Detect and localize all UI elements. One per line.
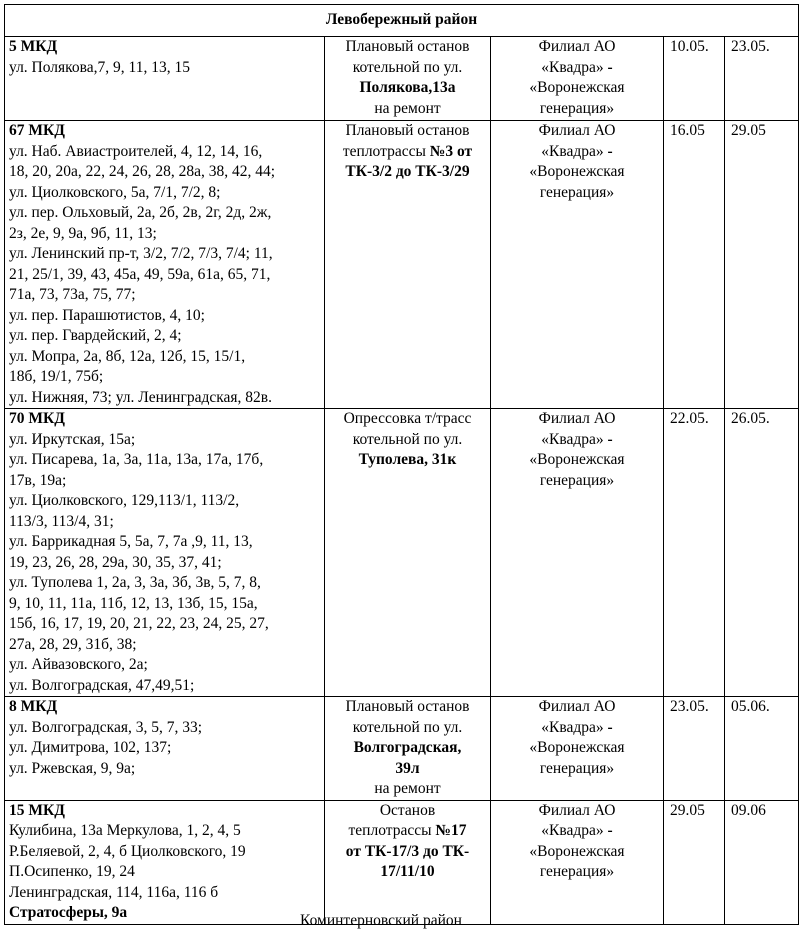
address-line: 113/3, 113/4, 31; xyxy=(9,512,114,530)
building-count: 67 МКД xyxy=(9,122,65,139)
address-line: ул. Циолковского, 129,113/1, 113/2, xyxy=(9,492,240,509)
work-line-part: теплотрассы xyxy=(342,142,430,160)
address-line: ул. пер. Гвардейский, 2, 4; xyxy=(9,327,182,344)
organization-line: «Квадра» - xyxy=(541,430,613,448)
addresses-cell xyxy=(5,37,325,121)
address-line: 15б, 16, 17, 19, 20, 21, 22, 23, 24, 25, 27, xyxy=(9,615,269,632)
outage-table-sheet xyxy=(4,4,799,925)
work-description-cell xyxy=(325,409,491,697)
start-date: 23.05. xyxy=(664,697,725,801)
address-line: ул. Волгоградская, 3, 5, 7, 33; xyxy=(9,718,203,736)
address-line: ул. Туполева 1, 2а, 3, 3а, 3б, 3в, 5, 7, 8, xyxy=(9,574,261,591)
work-line-part: теплотрассы xyxy=(348,822,436,839)
address-line: ул. пер. Парашютистов, 4, 10; xyxy=(9,306,205,324)
addresses-cell xyxy=(5,121,325,409)
outage-row xyxy=(5,409,799,697)
address-line: ул. Писарева, 1а, 3а, 11а, 13а, 17а, 17б, xyxy=(9,451,264,468)
address-line: ул. Циолковского, 5а, 7/1, 7/2, 8; xyxy=(9,183,221,201)
outage-row xyxy=(5,37,799,121)
address-line: ул. Полякова,7, 9, 11, 13, 15 xyxy=(9,58,190,76)
organization-cell xyxy=(491,37,664,121)
work-line: Плановый останов xyxy=(345,698,470,715)
work-line: Полякова,13а xyxy=(359,79,456,96)
address-line: 19, 23, 26, 28, 29а, 30, 35, 37, 41; xyxy=(9,553,222,571)
work-line: котельной по ул. xyxy=(352,430,463,448)
work-description-cell xyxy=(325,121,491,409)
address-line: 17в, 19а; xyxy=(9,471,67,489)
address-line: ул. Нижняя, 73; ул. Ленинградская, 82в. xyxy=(9,388,272,406)
address-line: Ленинградская, 114, 116а, 116 б xyxy=(9,883,219,901)
address-line: ул. Ленинский пр-т, 3/2, 7/2, 7/3, 7/4; 11, xyxy=(9,245,273,262)
outage-table-body xyxy=(5,5,799,925)
building-count: 8 МКД xyxy=(9,698,58,715)
work-line: Туполева, 31к xyxy=(358,451,457,468)
next-section-heading-clipped xyxy=(0,910,805,929)
address-line: ул. Баррикадная 5, 5а, 7, 7а ,9, 11, 13, xyxy=(9,533,253,550)
next-district-title: Коминтерновский район xyxy=(300,912,462,929)
end-date: 26.05. xyxy=(725,409,799,697)
outage-table xyxy=(4,4,799,925)
addresses-cell xyxy=(5,697,325,801)
work-line xyxy=(329,142,486,163)
organization-cell xyxy=(491,121,664,409)
work-description-cell xyxy=(325,697,491,801)
outage-row xyxy=(5,800,799,924)
start-date: 22.05. xyxy=(664,409,725,697)
work-line: котельной по ул. xyxy=(352,718,463,736)
address-line: ул. Димитрова, 102, 137; xyxy=(9,739,172,756)
organization-line: «Воронежская xyxy=(529,79,625,96)
address-line: 2з, 2е, 9, 9а, 9б, 11, 13; xyxy=(9,224,157,242)
organization-line: генерация» xyxy=(539,183,615,201)
organization-line: «Квадра» - xyxy=(541,142,613,160)
organization-line: генерация» xyxy=(539,863,615,880)
district-header-row xyxy=(5,5,799,37)
outage-row xyxy=(5,121,799,409)
organization-line: Филиал АО xyxy=(538,38,616,55)
building-count: 15 МКД xyxy=(9,801,65,819)
address-line: 9, 10, 11, 11а, 11б, 12, 13, 13б, 15, 15а, xyxy=(9,594,258,612)
organization-line: генерация» xyxy=(539,471,615,489)
work-description-cell xyxy=(325,37,491,121)
work-description-cell xyxy=(325,800,491,924)
addresses-cell xyxy=(5,409,325,697)
address-line: ул. Волгоградская, 47,49,51; xyxy=(9,676,195,694)
address-line: 21, 25/1, 39, 43, 45а, 49, 59а, 61а, 65, 71, xyxy=(9,265,271,283)
work-line: от ТК-17/3 до ТК- xyxy=(345,842,470,860)
addresses-cell xyxy=(5,800,325,924)
organization-line: «Квадра» - xyxy=(541,58,613,76)
end-date: 29.05 xyxy=(725,121,799,409)
end-date: 09.06 xyxy=(725,800,799,924)
organization-line: генерация» xyxy=(539,99,615,117)
address-line: 71а, 73, 73а, 75, 77; xyxy=(9,286,136,303)
organization-line: «Воронежская xyxy=(529,842,625,860)
address-line: ул. Айвазовского, 2а; xyxy=(9,656,148,673)
address-line-bold: Стратосферы, 9а xyxy=(9,904,128,921)
organization-cell xyxy=(491,697,664,801)
district-title: Левобережный район xyxy=(5,5,799,37)
organization-line: Филиал АО xyxy=(538,122,616,139)
work-line: Волгоградская, xyxy=(353,739,462,756)
address-line: 18б, 19/1, 75б; xyxy=(9,368,104,385)
address-line: ул. Мопра, 2а, 8б, 12а, 12б, 15, 15/1, xyxy=(9,347,246,365)
work-line: Плановый останов xyxy=(345,38,470,55)
work-line-part: №17 xyxy=(435,822,467,839)
address-line: ул. Ржевская, 9, 9а; xyxy=(9,759,136,777)
organization-line: Филиал АО xyxy=(538,410,616,427)
organization-line: «Квадра» - xyxy=(541,718,613,736)
building-count: 70 МКД xyxy=(9,410,65,427)
organization-line: Филиал АО xyxy=(538,801,616,819)
end-date: 05.06. xyxy=(725,697,799,801)
outage-row xyxy=(5,697,799,801)
end-date: 23.05. xyxy=(725,37,799,121)
organization-line: «Воронежская xyxy=(529,739,625,756)
work-line: Опрессовка т/трасс xyxy=(343,410,472,427)
work-line: ТК-3/2 до ТК-3/29 xyxy=(345,163,470,180)
work-line: на ремонт xyxy=(374,99,441,117)
start-date: 29.05 xyxy=(664,800,725,924)
work-line: котельной по ул. xyxy=(352,58,463,76)
work-line: на ремонт xyxy=(374,780,441,797)
building-count: 5 МКД xyxy=(9,38,58,55)
organization-line: «Квадра» - xyxy=(541,822,613,839)
start-date: 10.05. xyxy=(664,37,725,121)
organization-cell xyxy=(491,800,664,924)
address-line: ул. пер. Ольховый, 2а, 2б, 2в, 2г, 2д, 2ж, xyxy=(9,204,272,221)
address-line: 18, 20, 20а, 22, 24, 26, 28, 28а, 38, 42, 44; xyxy=(9,163,276,180)
work-line: 17/11/10 xyxy=(380,863,435,880)
address-line: ул. Иркутская, 15а; xyxy=(9,430,136,448)
organization-line: «Воронежская xyxy=(529,163,625,180)
work-line xyxy=(329,821,486,842)
address-line: Кулибина, 13а Меркулова, 1, 2, 4, 5 xyxy=(9,822,241,839)
work-line: 39л xyxy=(395,759,420,777)
organization-line: «Воронежская xyxy=(529,451,625,468)
address-line: П.Осипенко, 19, 24 xyxy=(9,863,135,880)
organization-line: Филиал АО xyxy=(538,698,616,715)
address-line: ул. Наб. Авиастроителей, 4, 12, 14, 16, xyxy=(9,142,263,160)
work-line: Плановый останов xyxy=(345,122,470,139)
address-line: 27а, 28, 29, 31б, 38; xyxy=(9,635,137,653)
organization-line: генерация» xyxy=(539,759,615,777)
start-date: 16.05 xyxy=(664,121,725,409)
work-line-part: №3 от xyxy=(429,142,473,160)
work-line: Останов xyxy=(379,801,436,819)
organization-cell xyxy=(491,409,664,697)
address-line: Р.Беляевой, 2, 4, б Циолковского, 19 xyxy=(9,842,246,860)
